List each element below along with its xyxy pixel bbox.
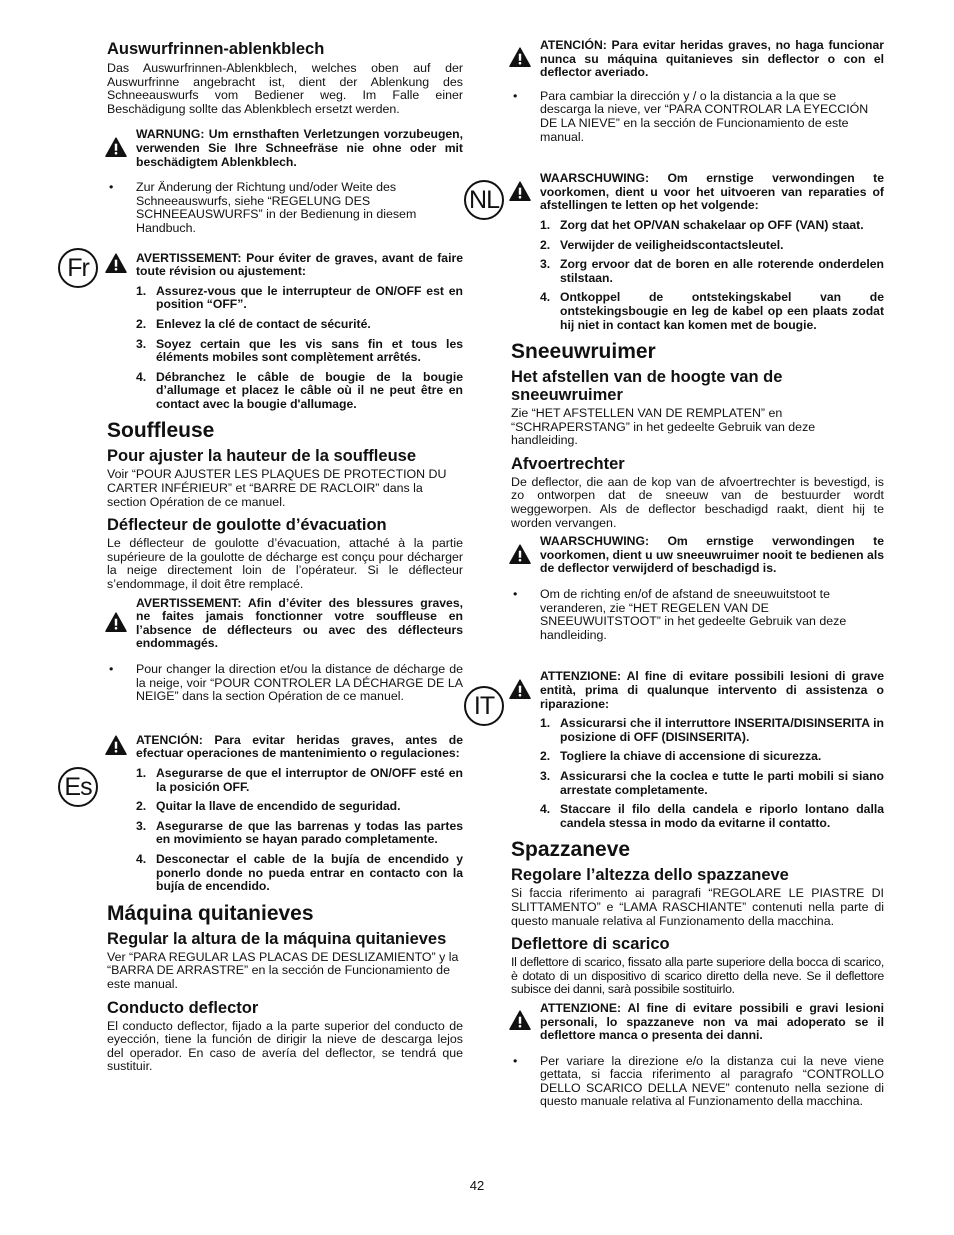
warning-icon: [105, 736, 127, 760]
es-heading: Máquina quitanieves: [107, 901, 314, 925]
list-item: 1. Zorg dat het OP/VAN schakelaar op OFF (VAN) staat.: [540, 217, 864, 232]
right-column: [511, 34, 884, 1109]
de-section-title: Auswurfrinnen-ablenkblech: [107, 40, 325, 58]
es-subheading-height: Regular la altura de la máquina quitanieves: [107, 929, 447, 948]
it-bullet-text: Per variare la direzione e/o la distanza cui la neve viene gettata, si faccia riferimento al paragrafo “CONTROLLO DELLO SCARICO DELLA NEVE” contenuto nella sezione di questo manuale relativa al Funzionamento della macchina.: [540, 1053, 884, 1109]
list-item: 3. Assicurarsi che la coclea e tutte le parti mobili si siano arrestate completamente.: [540, 768, 884, 797]
it-bullet: [511, 1055, 884, 1109]
warning-icon: [509, 1011, 531, 1035]
it-paragraph-height: Si faccia riferimento ai paragrafi “REGOLARE LE PIASTRE DI SLITTAMENTO” e “LAMA RASCHIANTE” contenuti nella parte di questo manuale relativa al Funzionamento della macchina.: [511, 886, 884, 928]
list-item: 3. Soyez certain que les vis sans fin et tous les éléments mobiles sont complètement arrêtés.: [136, 336, 463, 365]
it-warning: [511, 670, 884, 711]
es-warning: [107, 734, 463, 761]
fr-warning-deflector: [107, 597, 463, 651]
bullet-dot: •: [109, 662, 114, 676]
fr-warning-deflector-text: AVERTISSEMENT: Afin d’éviter des blessures graves, ne faites jamais fonctionner votre souffleuse en l’absence de déflecteurs ou avec des déflecteurs endommagés.: [136, 595, 463, 651]
it-warning-deflector-text: ATTENZIONE: Al fine di evitare possibili e gravi lesioni personali, lo spazzaneve non va mai adoperato se il deflettore manca o presenta dei danni.: [540, 1000, 884, 1043]
es-warning-text: ATENCIÓN: Para evitar heridas graves, antes de efectuar operaciones de mantenimiento o regulaciones:: [136, 732, 463, 761]
list-item: 2. Enlevez la clé de contact de sécurité.: [136, 316, 371, 331]
list-item: 1. Assicurarsi che il interruttore INSERITA/DISINSERITA in posizione di OFF (DISINSERITA).: [540, 716, 884, 744]
language-badge-es: Es: [58, 767, 98, 807]
es-warning-deflector-text: ATENCIÓN: Para evitar heridas graves, no haga funcionar nunca su máquina quitanieves sin deflector o con el deflector averiado.: [540, 38, 884, 80]
nl-paragraph-height: Zie “HET AFSTELLEN VAN DE REMPLATEN” en “SCHRAPERSTANG” in het gedeelte Gebruik van deze handleiding.: [511, 406, 816, 448]
bullet-dot: •: [513, 1053, 518, 1068]
list-item: 1. Asegurarse de que el interruptor de ON/OFF esté en la posición OFF.: [136, 765, 463, 794]
list-item: 4. Desconectar el cable de la bujía de encendido y ponerlo donde no pueda entrar en contacto con la bujía de encendido.: [136, 851, 463, 894]
nl-bullet-text: Om de richting en/of de afstand de sneeuwuitstoot te veranderen, zie “HET REGELEN VAN DE SNEEUWUITSTOOT” in het gedeelte Gebruik van deze handleiding.: [540, 587, 847, 642]
bullet-dot: •: [513, 587, 518, 602]
fr-steps: [107, 285, 463, 412]
de-warning-text: WARNUNG: Um ernsthaften Verletzungen vorzubeugen, verwenden Sie Ihre Schneefräse nie ohne oder mit beschädigtem Ablenkblech.: [136, 127, 463, 169]
list-item: 2. Quitar la llave de encendido de seguridad.: [136, 799, 401, 814]
es-bullet-text: Para cambiar la dirección y / o la distancia a la que se descarga la nieve, ver “PARA CONTROLAR LA EYECCIÓN DE LA NIEVE” en la sección de Funcionamiento de este manual.: [540, 88, 869, 144]
it-paragraph-deflector: Il deflettore di scarico, fissato alla parte superiore della bocca di scarico, è dotato di un dispositivo di scarico diretto della neve. Se il deflettore subisce dei danni, sarà possibile sostituirlo.: [511, 955, 884, 997]
warning-icon: [105, 612, 127, 636]
warning-icon: [509, 544, 531, 568]
nl-heading: Sneeuwruimer: [511, 340, 656, 364]
language-badge-nl: NL: [464, 180, 504, 220]
nl-steps: [511, 219, 884, 332]
es-bullet: [511, 90, 884, 144]
language-badge-fr: Fr: [58, 248, 98, 288]
language-badge-it: IT: [464, 686, 504, 726]
left-column: [107, 34, 463, 1074]
it-warning-text: ATTENZIONE: Al fine di evitare possibili lesioni di grave entità, prima di qualunque intervento di assistenza o riparazione:: [540, 669, 884, 711]
nl-warning-text: WAARSCHUWING: Om ernstige verwondingen te voorkomen, dient u voor het uitvoeren van reparaties of afstellingen te letten op het volgende:: [540, 171, 884, 213]
es-paragraph-height: Ver “PARA REGULAR LAS PLACAS DE DESLIZAMIENTO” y la “BARRA DE ARRASTRE” en la sección de Funcionamiento de este manual.: [107, 949, 459, 991]
it-heading: Spazzaneve: [511, 838, 631, 862]
fr-paragraph-height: Voir “POUR AJUSTER LES PLAQUES DE PROTECTION DU CARTER INFÉRIEUR” et “BARRE DE RACLOIR” dans la section Opération de ce manuel.: [107, 467, 447, 509]
fr-bullet: [107, 663, 463, 704]
list-item: 1. Assurez-vous que le interrupteur de ON/OFF est en position “OFF”.: [136, 283, 463, 312]
fr-heading: Souffleuse: [107, 419, 215, 443]
nl-bullet: [511, 588, 884, 642]
warning-icon: [509, 181, 531, 205]
it-warning-deflector: [511, 1002, 884, 1043]
de-bullet-text: Zur Änderung der Richtung und/oder Weite des Schneeauswurfs, siehe “REGELUNG DES SCHNEEAUSWURFS” in der Bedienung in diesem Handbuch.: [136, 180, 417, 235]
list-item: 4. Débranchez le câble de bougie de la bougie d’allumage et placez le câble où il ne peut être en contact avec la bougie d'allumage.: [136, 369, 463, 411]
list-item: 4. Staccare il filo della candela e riporlo lontano dalla candela stessa in modo da evitarne il contatto.: [540, 802, 884, 830]
de-bullet: [107, 181, 463, 235]
warning-icon: [509, 679, 531, 703]
es-paragraph-deflector: El conducto deflector, fijado a la parte superior del conducto de eyección, tiene la función de dirigir la nieve de descarga lejos del operador. En caso de avería del deflector, se tendrá que sustituir.: [107, 1018, 463, 1074]
list-item: 2. Verwijder de veiligheidscontactsleutel.: [540, 237, 784, 252]
bullet-dot: •: [109, 180, 114, 195]
es-steps: [107, 767, 463, 894]
it-steps: [511, 717, 884, 830]
fr-bullet-text: Pour changer la direction et/ou la distance de décharge de la neige, voir “POUR CONTROLER LA DÉCHARGE DE LA NEIGE” dans la section Opération de ce manuel.: [136, 662, 463, 704]
fr-subheading-height: Pour ajuster la hauteur de la souffleuse: [107, 447, 416, 466]
nl-warning-deflector: [511, 535, 884, 576]
nl-paragraph-chute: De deflector, die aan de kop van de afvoertrechter is bevestigd, is zo ontworpen dat de sneeuw van de bestuurder wordt weggeworpen. Als de deflector beschadigd raakt, dient hij te worden vervangen.: [511, 474, 884, 530]
fr-warning-text: AVERTISSEMENT: Pour éviter de graves, avant de faire toute révision ou ajustement:: [136, 250, 463, 279]
bullet-dot: •: [513, 88, 518, 103]
nl-warning: [511, 172, 884, 213]
fr-warning: [107, 252, 463, 279]
nl-subheading-chute: Afvoertrechter: [511, 454, 625, 473]
warning-icon: [509, 48, 531, 72]
list-item: 2. Togliere la chiave di accensione di sicurezza.: [540, 749, 822, 764]
list-item: 3. Asegurarse de que las barrenas y todas las partes en movimiento se hayan parado completamente.: [136, 818, 463, 847]
it-subheading-height: Regolare l’altezza dello spazzaneve: [511, 866, 789, 885]
fr-paragraph-deflector: Le déflecteur de goulotte d’évacuation, attaché à la partie supérieure de la goulotte de décharge est conçu pour décharger la neige directement loin de l’opérateur. Si le déflecteur s’endommage, il doit être remplacé.: [107, 536, 463, 592]
list-item: 3. Zorg ervoor dat de boren en alle roterende onderdelen stilstaan.: [540, 257, 884, 285]
warning-icon: [105, 137, 127, 161]
nl-warning-deflector-text: WAARSCHUWING: Om ernstige verwondingen te voorkomen, dient u uw sneeuwruimer nooit te bedienen als de deflector verwijderd of beschadigd is.: [540, 534, 884, 576]
warning-icon: [105, 253, 127, 277]
page-number: 42: [469, 1178, 485, 1193]
es-warning-deflector: [511, 39, 884, 80]
nl-subheading-height: Het afstellen van de hoogte van de sneeuwruimer: [511, 368, 783, 405]
de-warning: [107, 128, 463, 169]
de-paragraph: Das Auswurfrinnen-Ablenkblech, welches oben auf der Auswurfrinne angebracht ist, dient der Ablenkung des Schneeauswurfs vom Bediener weg. Im Falle einer Beschädigung sollte das Ablenkblech ersetzt werden.: [107, 61, 463, 116]
es-subheading-deflector: Conducto deflector: [107, 998, 259, 1017]
fr-subheading-deflector: Déflecteur de goulotte d’évacuation: [107, 516, 387, 535]
it-subheading-deflector: Deflettore di scarico: [511, 935, 670, 954]
list-item: 4. Ontkoppel de ontstekingskabel van de ontstekingsbougie en leg de kabel op een plaats zodat hij niet in contact kan komen met de bougie.: [540, 290, 884, 332]
